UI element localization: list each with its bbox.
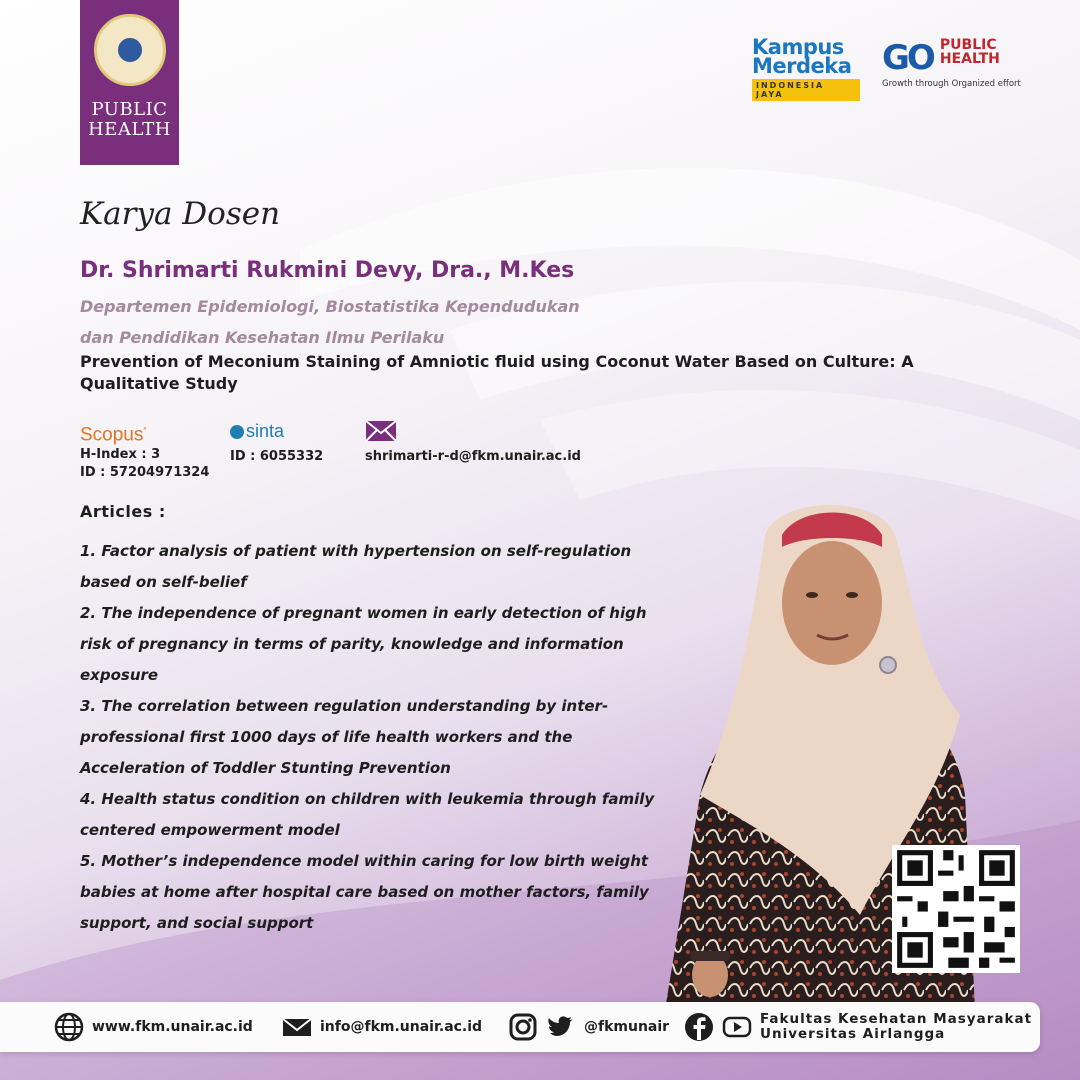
email-link[interactable]: info@fkm.unair.ac.id [320, 1019, 483, 1035]
lecturer-department [80, 291, 680, 353]
articles-heading: Articles : [80, 502, 166, 521]
lecturer-name: Dr. Shrimarti Rukmini Devy, Dra., M.Kes [80, 258, 575, 283]
dept-line2: dan Pendidikan Kesehatan Ilmu Perilaku [80, 328, 445, 347]
sinta-icon [230, 425, 244, 439]
kampus-line2: Merdeka [752, 54, 852, 78]
page-heading: Karya Dosen [80, 196, 281, 232]
facebook-icon[interactable] [684, 1012, 714, 1042]
sinta-id: ID : 6055332 [230, 449, 324, 464]
org-line2: Universitas Airlangga [760, 1026, 946, 1042]
footer-org [684, 1002, 1032, 1052]
article-item: 3. The correlation between regulation understanding by inter-professional first 1000 days of life health workers and the Acceleration of Toddler Stunting Prevention [80, 697, 609, 777]
qr-code[interactable] [892, 845, 1020, 973]
article-item: 1. Factor analysis of patient with hypertension on self-regulation based on self-belief [80, 542, 632, 591]
scopus-hindex: H-Index : 3 [80, 447, 161, 463]
footer-social[interactable] [508, 1002, 669, 1052]
article-item: 4. Health status condition on children with leukemia through family centered empowerment model [80, 790, 655, 839]
university-seal-icon [94, 14, 166, 86]
sinta-logo: sinta [230, 420, 323, 442]
footer-website[interactable] [54, 1002, 253, 1052]
go-word2: HEALTH [939, 51, 1000, 67]
paper-title: Prevention of Meconium Staining of Amniotic fluid using Coconut Water Based on Culture: A Qualitative Study [80, 352, 914, 393]
lecturer-email[interactable]: shrimarti-r-d@fkm.unair.ac.id [365, 449, 581, 464]
articles-list [80, 536, 660, 939]
scopus-id: ID : 57204971324 [80, 465, 210, 481]
kampus-merdeka-logo [752, 35, 870, 100]
dept-line1: Departemen Epidemiologi, Biostatistika Kependudukan [80, 297, 580, 316]
go-public-health-logo [882, 38, 1032, 88]
youtube-icon[interactable] [722, 1012, 752, 1042]
logo-line2: HEALTH [87, 119, 172, 140]
go-mark: GO [882, 38, 933, 78]
kampus-line1: Kampus [752, 35, 844, 59]
social-handle[interactable]: @fkmunair [584, 1019, 670, 1035]
org-line1: Fakultas Kesehatan Masyarakat [760, 1011, 1033, 1027]
sinta-block [230, 420, 323, 466]
article-item: 2. The independence of pregnant women in early detection of high risk of pregnancy in terms of parity, knowledge and information exposure [80, 604, 647, 684]
go-tagline: Growth through Organized effort [882, 79, 1021, 89]
globe-icon [54, 1012, 84, 1042]
kampus-tag: INDONESIA JAYA [752, 79, 860, 101]
instagram-icon[interactable] [508, 1012, 538, 1042]
go-word1: PUBLIC [939, 37, 997, 53]
scopus-logo: Scopus° [80, 424, 147, 446]
envelope-icon [282, 1012, 312, 1042]
article-item: 5. Mother’s independence model within caring for low birth weight babies at home after hospital care based on mother factors, family support, and social support [80, 852, 649, 932]
website-link[interactable]: www.fkm.unair.ac.id [92, 1019, 253, 1035]
public-health-logo [80, 0, 179, 165]
footer-bar [0, 1002, 1040, 1052]
email-block [365, 420, 581, 466]
scopus-block [80, 420, 209, 482]
logo-line1: PUBLIC [91, 99, 168, 120]
envelope-icon [365, 420, 397, 442]
footer-email[interactable] [282, 1002, 482, 1052]
twitter-icon[interactable] [546, 1012, 576, 1042]
